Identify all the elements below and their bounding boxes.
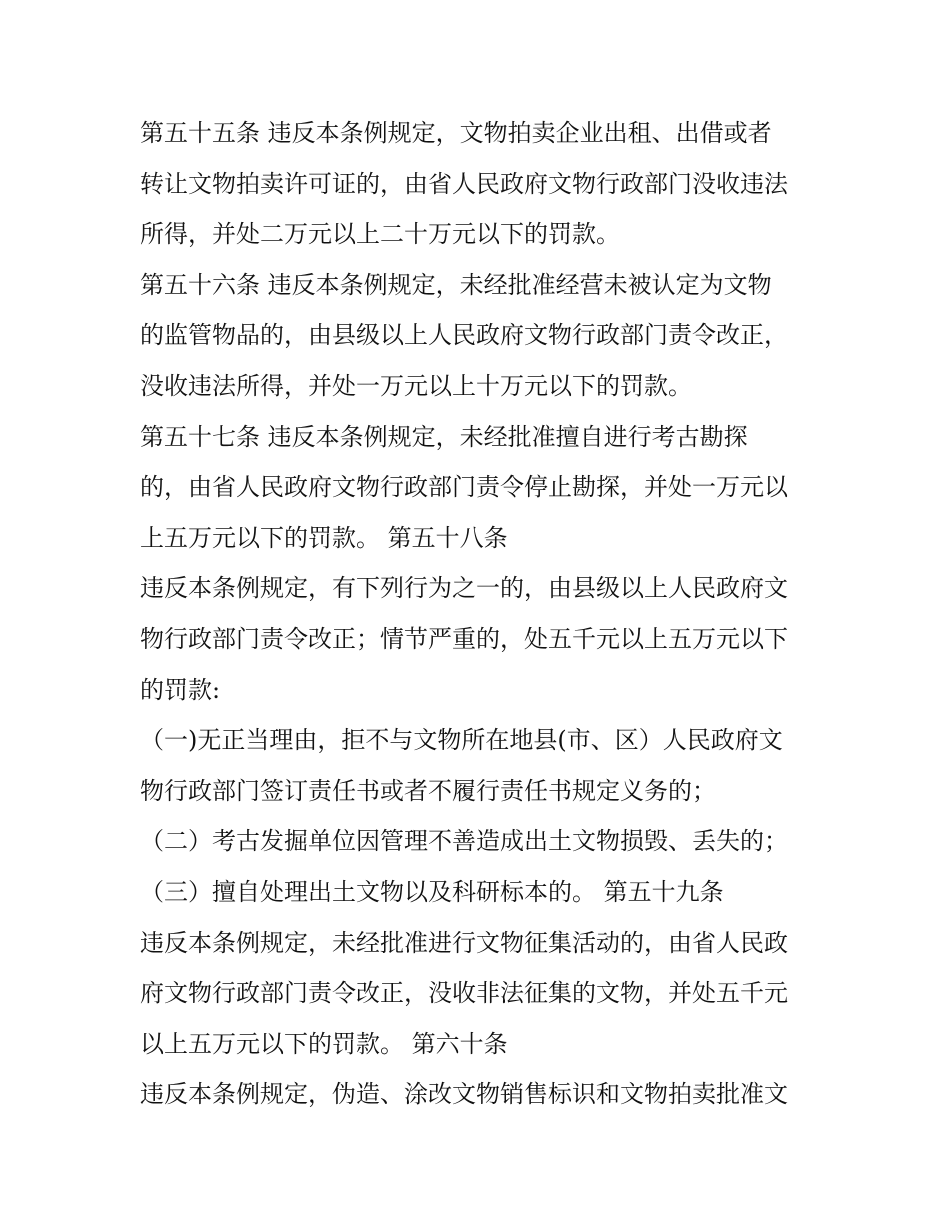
text-line: 物行政部门签订责任书或者不履行责任书规定义务的； (140, 776, 716, 805)
text-line: 上五万元以下的罚款。 第五十八条 (140, 523, 508, 552)
text-line: 第五十七条 违反本条例规定，未经批准擅自进行考古勘探 (140, 422, 748, 451)
text-line: 违反本条例规定，有下列行为之一的，由县级以上人民政府文 (140, 574, 788, 603)
text-line: 的监管物品的，由县级以上人民政府文物行政部门责令改正， (140, 321, 788, 350)
text-line: （一)无正当理由，拒不与文物所在地县(市、区）人民政府文 (140, 726, 783, 755)
text-line: （三）擅自处理出土文物以及科研标本的。 第五十九条 (140, 877, 724, 906)
text-line: 府文物行政部门责令改正，没收非法征集的文物，并处五千元 (140, 979, 788, 1008)
text-line: 转让文物拍卖许可证的，由省人民政府文物行政部门没收违法 (140, 169, 788, 198)
text-line: 物行政部门责令改正；情节严重的，处五千元以上五万元以下 (140, 624, 788, 653)
text-line: 所得，并处二万元以上二十万元以下的罚款。 (140, 220, 620, 249)
text-line: 第五十六条 违反本条例规定，未经批准经营未被认定为文物 (140, 270, 772, 299)
text-line: 没收违法所得，并处一万元以上十万元以下的罚款。 (140, 371, 692, 400)
text-line: 违反本条例规定，未经批准进行文物征集活动的，由省人民政 (140, 928, 788, 957)
text-line: 以上五万元以下的罚款。 第六十条 (140, 1029, 508, 1058)
text-line: 的，由省人民政府文物行政部门责令停止勘探，并处一万元以 (140, 473, 788, 502)
text-line: 第五十五条 违反本条例规定，文物拍卖企业出租、出借或者 (140, 119, 772, 147)
text-line: 违反本条例规定，伪造、涂改文物销售标识和文物拍卖批准文 (140, 1080, 788, 1109)
text-line: 的罚款: (140, 675, 221, 704)
regulation-text (140, 108, 820, 1120)
text-line: （二）考古发掘单位因管理不善造成出土文物损毁、丢失的； (140, 827, 788, 856)
